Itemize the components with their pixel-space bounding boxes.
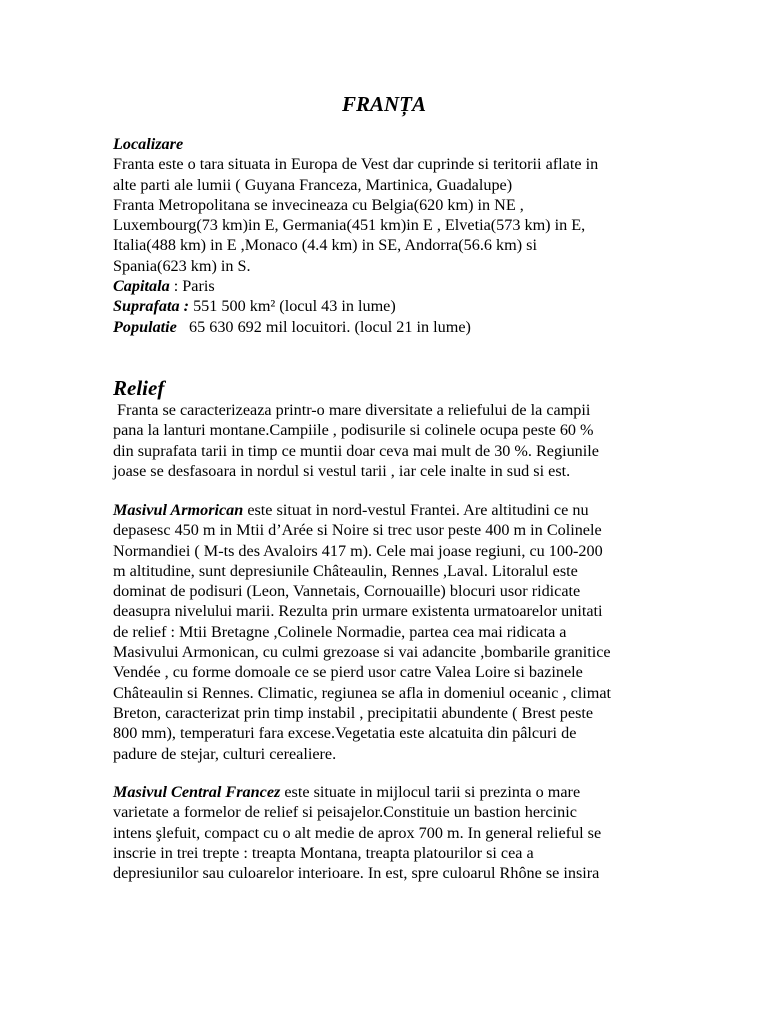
armorican-line: Châteaulin si Rennes. Climatic, regiunea se afla in domeniul oceanic , climat bbox=[113, 683, 612, 702]
suprafata-row bbox=[113, 296, 673, 316]
page-title: FRANȚA bbox=[341, 92, 427, 116]
localizare-line-3: Franta Metropolitana se invecineaza cu Belgia(620 km) in NE , bbox=[113, 195, 524, 214]
armorican-first-line bbox=[113, 500, 673, 520]
central-first-text: este situate in mijlocul tarii si prezinta o mare bbox=[280, 783, 581, 801]
armorican-line: depasesc 450 m in Mtii d’Arée si Noire si trec usor peste 400 m in Colinele bbox=[113, 521, 602, 540]
localizare-line-6: Spania(623 km) in S. bbox=[113, 256, 251, 275]
populatie-label: Populatie bbox=[113, 317, 177, 336]
relief-line-2: pana la lanturi montane.Campiile , podisurile si colinele ocupa peste 60 % bbox=[113, 421, 594, 440]
section-armorican bbox=[113, 500, 673, 764]
armorican-line: Vendée , cu forme domoale ce se pierd usor catre Valea Loire si bazinele bbox=[113, 663, 583, 682]
populatie-value: 65 630 692 mil locuitori. (locul 21 in lume) bbox=[176, 317, 471, 336]
capitala-row bbox=[113, 276, 673, 296]
localizare-line-4: Luxembourg(73 km)in E, Germania(451 km)in E , Elvetia(573 km) in E, bbox=[113, 216, 586, 235]
populatie-row bbox=[113, 317, 673, 337]
relief-heading: Relief bbox=[113, 376, 165, 400]
section-central bbox=[113, 782, 673, 883]
armorican-line: m altitudine, sunt depresiunile Châteaulin, Rennes ,Laval. Litoralul este bbox=[113, 561, 578, 580]
armorican-line: 800 mm), temperaturi fara excese.Vegetatia este alcatuita din pâlcuri de bbox=[113, 724, 577, 743]
relief-line-1: Franta se caracterizeaza printr-o mare diversitate a reliefului de la campii bbox=[113, 401, 591, 419]
capitala-value: : Paris bbox=[169, 277, 215, 296]
central-first-line bbox=[113, 782, 673, 802]
relief-line-4: joase se desfasoara in nordul si vestul tarii , iar cele inalte in sud si est. bbox=[113, 461, 571, 480]
armorican-line: deasupra nivelului marii. Rezulta prin urmare existenta urmatoarelor unitati bbox=[113, 602, 603, 621]
central-line: intens şlefuit, compact cu o alt medie de aprox 700 m. In general relieful se bbox=[113, 823, 602, 842]
suprafata-label: Suprafata : bbox=[113, 297, 190, 316]
localizare-heading: Localizare bbox=[113, 135, 184, 153]
armorican-line: padure de stejar, culturi cerealiere. bbox=[113, 744, 337, 763]
armorican-line: Breton, caracterizat prin timp instabil , precipitatii abundente ( Brest peste bbox=[113, 703, 594, 722]
localizare-line-1: Franta este o tara situata in Europa de Vest dar cuprinde si teritorii aflate in bbox=[113, 155, 599, 174]
suprafata-value: 551 500 km² (locul 43 in lume) bbox=[189, 297, 396, 316]
localizare-line-5: Italia(488 km) in E ,Monaco (4.4 km) in SE, Andorra(56.6 km) si bbox=[113, 236, 537, 255]
armorican-line: Normandiei ( M-ts des Avaloirs 417 m). Cele mai joase regiuni, cu 100-200 bbox=[113, 541, 603, 560]
relief-line-3: din suprafata tarii in timp ce muntii doar ceva mai mult de 30 %. Regiunile bbox=[113, 441, 599, 460]
armorican-line: dominat de podisuri (Leon, Vannetais, Cornouaille) blocuri usor ridicate bbox=[113, 582, 581, 601]
armorican-line: Masivului Armonican, cu culmi grezoase si vai adancite ,bombarile granitice bbox=[113, 643, 611, 662]
armorican-first-text: este situat in nord-vestul Frantei. Are altitudini ce nu bbox=[243, 501, 589, 519]
localizare-line-2: alte parti ale lumii ( Guyana Franceza, Martinica, Guadalupe) bbox=[113, 175, 513, 194]
armorican-line: de relief : Mtii Bretagne ,Colinele Normadie, partea cea mai ridicata a bbox=[113, 622, 567, 641]
section-localizare bbox=[113, 134, 673, 337]
central-line: varietate a formelor de relief si peisajelor.Constituie un bastion hercinic bbox=[113, 803, 577, 822]
capitala-label: Capitala bbox=[113, 277, 170, 296]
section-relief bbox=[113, 376, 673, 481]
central-line: inscrie in trei trepte : treapta Montana, treapta platourilor si cea a bbox=[113, 843, 534, 862]
central-label: Masivul Central Francez bbox=[113, 783, 281, 801]
central-line: depresiunilor sau culoarelor interioare. In est, spre culoarul Rhône se insira bbox=[113, 864, 600, 883]
armorican-label: Masivul Armorican bbox=[113, 501, 244, 519]
